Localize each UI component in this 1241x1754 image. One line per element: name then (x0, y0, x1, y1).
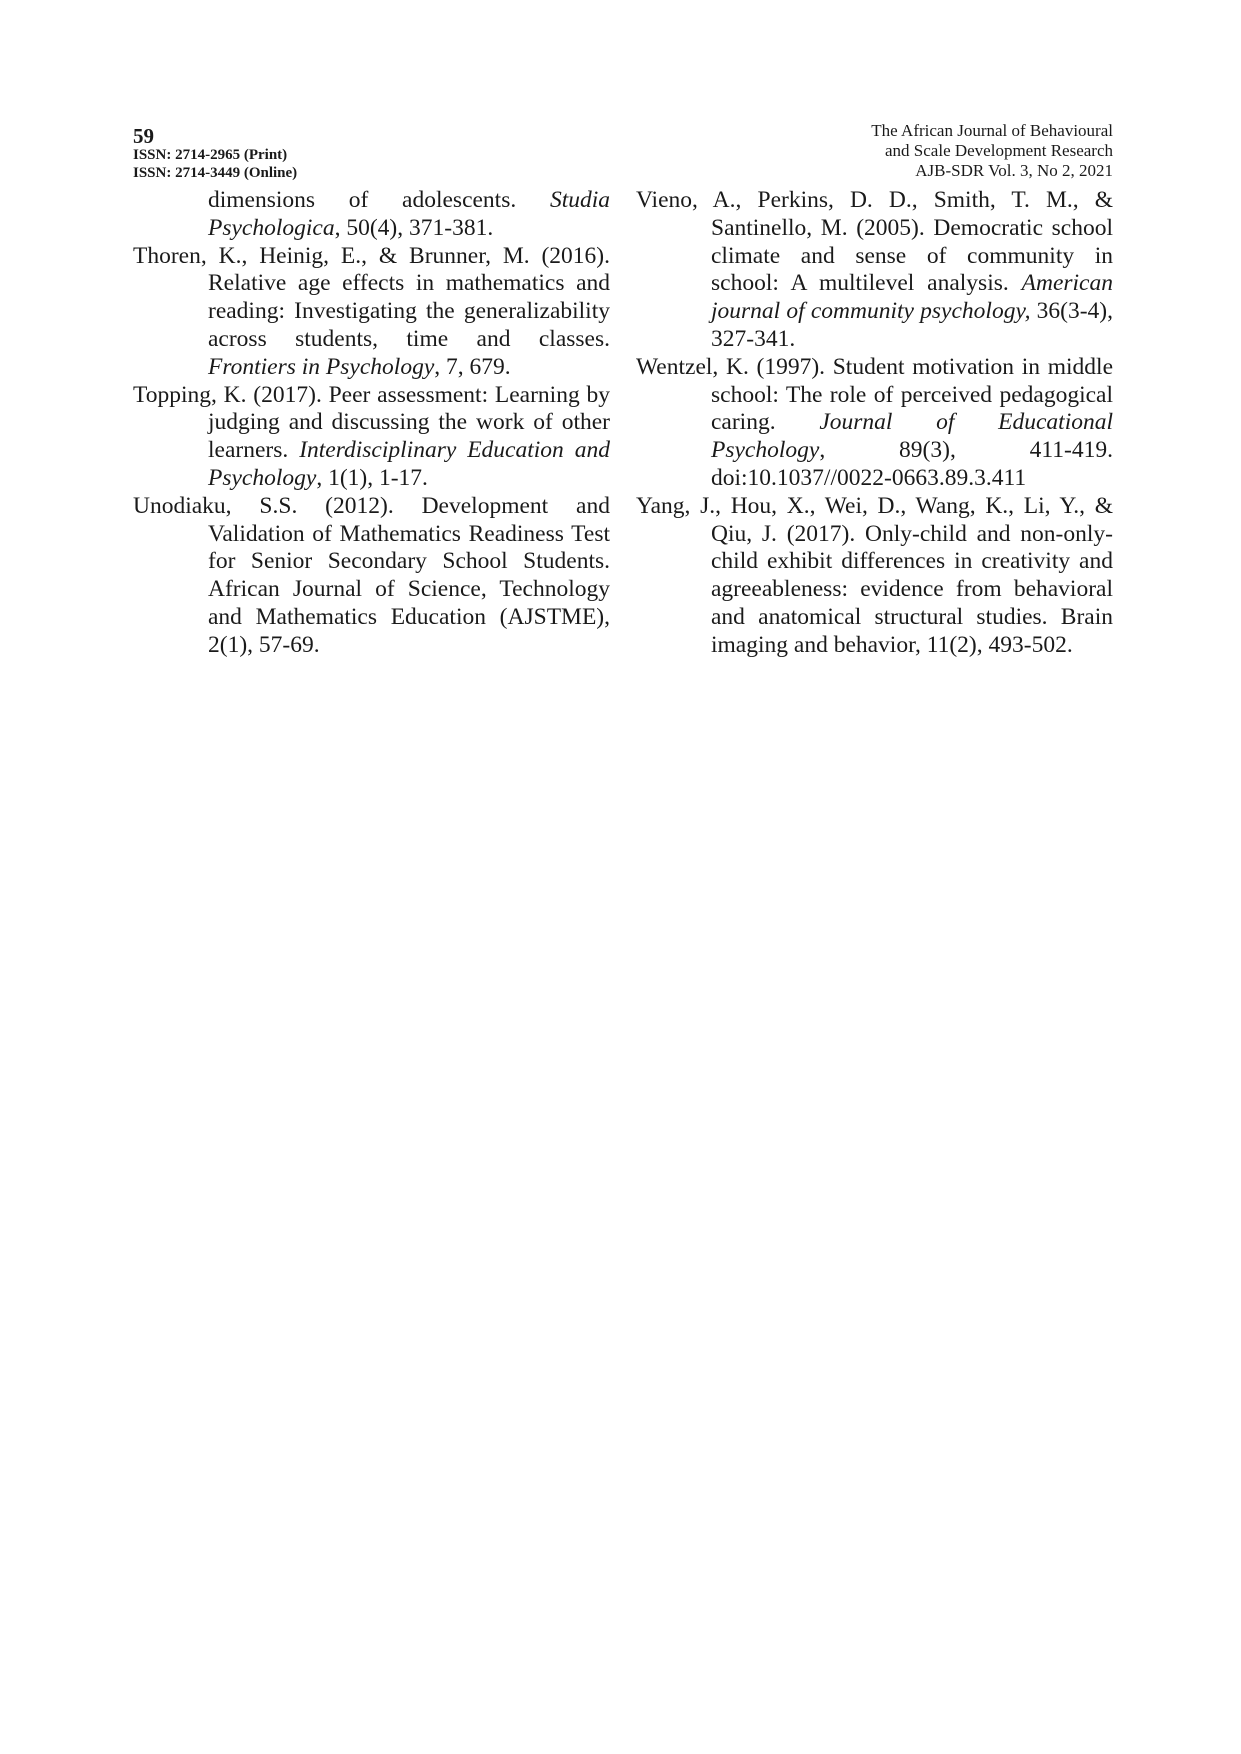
page-number: 59 (133, 124, 154, 148)
reference-entry: Topping, K. (2017). Peer assessment: Learning by judging and discussing the work of other learners. Interdisciplinary Education and Psychology, 1(1), 1-17. (133, 381, 610, 491)
journal-volume: AJB-SDR Vol. 3, No 2, 2021 (915, 161, 1113, 180)
journal-header (871, 121, 1113, 181)
issn-print: ISSN: 2714-2965 (Print) (133, 147, 288, 163)
reference-entry: Vieno, A., Perkins, D. D., Smith, T. M., & Santinello, M. (2005). Democratic school climate and sense of community in school: A multilevel analysis. American journal of community psychology, 36(3-4), 327-341. (636, 187, 1113, 352)
reference-entry: Wentzel, K. (1997). Student motivation in middle school: The role of perceived pedagogical caring. Journal of Educational Psychology, 89(3), 411-419. doi:10.1037//0022-0663.89.3.411 (636, 353, 1113, 491)
issn-online: ISSN: 2714-3449 (Online) (133, 165, 298, 181)
reference-entry: Unodiaku, S.S. (2012). Development and Validation of Mathematics Readiness Test for Senior Secondary School Students. African Journal of Science, Technology and Mathematics Education (AJSTME), 2(1), 57-69. (133, 492, 610, 658)
references-column-right (636, 187, 1113, 660)
journal-title-line-1: The African Journal of Behavioural (871, 121, 1113, 140)
reference-entry: Yang, J., Hou, X., Wei, D., Wang, K., Li, Y., & Qiu, J. (2017). Only-child and non-only-child exhibit differences in creativity and agreeableness: evidence from behavioral and anatomical structural studies. Brain imaging and behavior, 11(2), 493-502. (636, 492, 1113, 658)
references-column-left (133, 187, 610, 660)
journal-title-line-2: and Scale Development Research (885, 141, 1113, 160)
reference-entry: dimensions of adolescents. Studia Psychologica, 50(4), 371-381. (208, 187, 610, 241)
page-header-left (133, 126, 297, 182)
reference-entry: Thoren, K., Heinig, E., & Brunner, M. (2016). Relative age effects in mathematics and reading: Investigating the generalizability across students, time and classes. Frontiers in Psychology, 7, 679. (133, 242, 610, 380)
